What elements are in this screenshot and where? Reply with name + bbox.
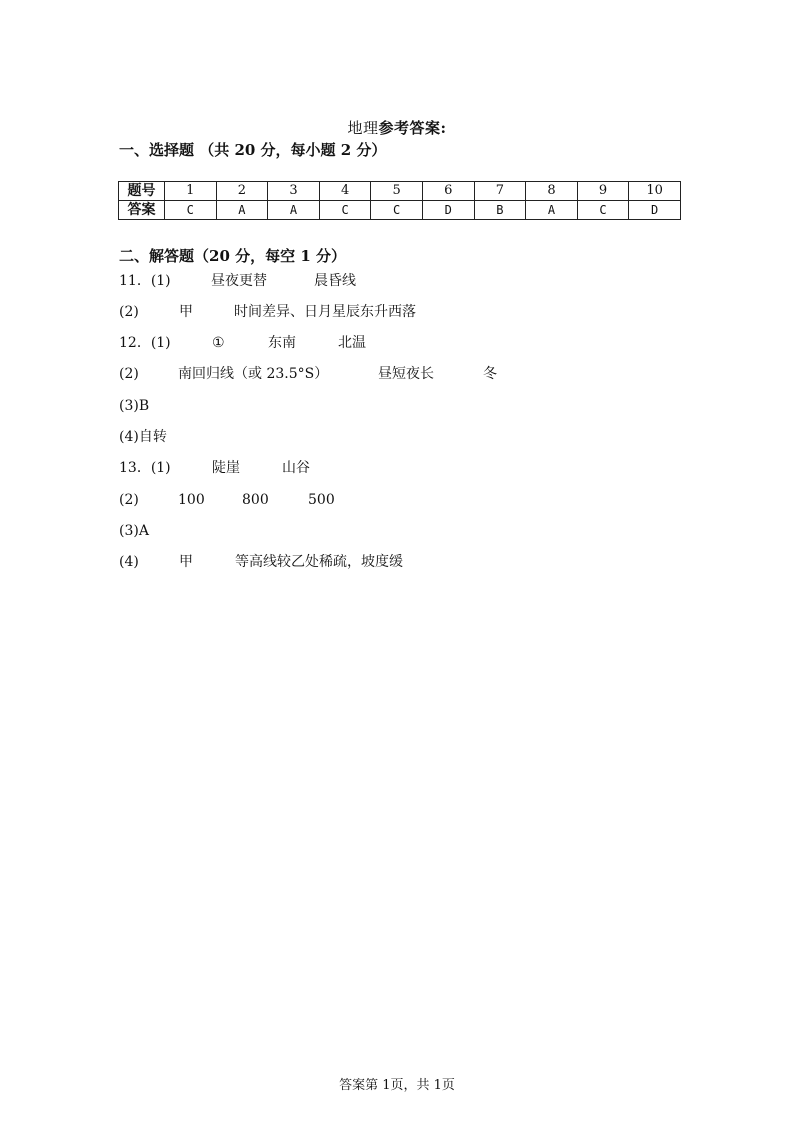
table-row-numbers: [119, 182, 681, 201]
question-number: 8: [526, 182, 578, 201]
question-number: 10: [629, 182, 681, 201]
section-choice-heading: 一、选择题 （共 20 分，每小题 2 分）: [119, 141, 387, 159]
title-normal: 地理: [347, 119, 379, 137]
answer-blank: 北温: [338, 335, 366, 351]
line-label: (3)B: [119, 398, 150, 414]
line-label: (2): [119, 304, 139, 320]
answer-cell: B: [474, 201, 526, 220]
answer-blank: 等高线较乙处稀疏，坡度缓: [235, 554, 403, 570]
question-number: 6: [422, 182, 474, 201]
line-label: 11．(1): [119, 273, 171, 289]
page-title: [0, 117, 794, 138]
title-bold: 参考答案:: [378, 119, 447, 137]
choice-answer-table: [118, 181, 681, 220]
line-label: 12．(1): [119, 335, 171, 351]
answer-blank: 冬: [483, 366, 497, 382]
answer-cell: D: [629, 201, 681, 220]
answer-cell: A: [268, 201, 320, 220]
question-number: 2: [216, 182, 268, 201]
answer-blank: 时间差异、日月星辰东升西落: [234, 304, 416, 320]
question-number: 5: [371, 182, 423, 201]
row-label-number: 题号: [119, 182, 165, 201]
answer-blank: 昼夜更替: [211, 273, 267, 289]
question-number: 3: [268, 182, 320, 201]
table-row-answers: [119, 201, 681, 220]
answer-blank: ①: [212, 335, 225, 351]
question-number: 4: [319, 182, 371, 201]
question-number: 1: [165, 182, 217, 201]
line-label: (2): [119, 492, 139, 508]
row-label-answer: 答案: [119, 201, 165, 220]
answer-cell: D: [422, 201, 474, 220]
line-label: 13．(1): [119, 460, 171, 476]
answer-blank: 500: [308, 492, 335, 508]
answer-cell: C: [371, 201, 423, 220]
answer-blank: 甲: [179, 554, 193, 570]
line-label: (2): [119, 366, 139, 382]
answer-blank: 晨昏线: [314, 273, 356, 289]
answer-blank: 800: [242, 492, 269, 508]
answer-cell: A: [216, 201, 268, 220]
section-short-answer-heading: 二、解答题（20 分，每空 1 分）: [119, 247, 346, 265]
answer-blank: 山谷: [282, 460, 310, 476]
answer-cell: C: [165, 201, 217, 220]
answer-cell: A: [526, 201, 578, 220]
question-number: 9: [577, 182, 629, 201]
answer-cell: C: [577, 201, 629, 220]
line-label: (4)自转: [119, 429, 167, 445]
question-number: 7: [474, 182, 526, 201]
line-label: (3)A: [119, 523, 149, 539]
line-label: (4): [119, 554, 139, 570]
answer-blank: 昼短夜长: [378, 366, 434, 382]
answer-blank: 陡崖: [212, 460, 240, 476]
answer-blank: 100: [178, 492, 205, 508]
answer-cell: C: [319, 201, 371, 220]
answer-blank: 东南: [268, 335, 296, 351]
answer-blank: 甲: [179, 304, 193, 320]
answer-blank: 南回归线（或 23.5°S）: [178, 366, 329, 382]
page-footer: 答案第 1页，共 1页: [339, 1078, 455, 1093]
